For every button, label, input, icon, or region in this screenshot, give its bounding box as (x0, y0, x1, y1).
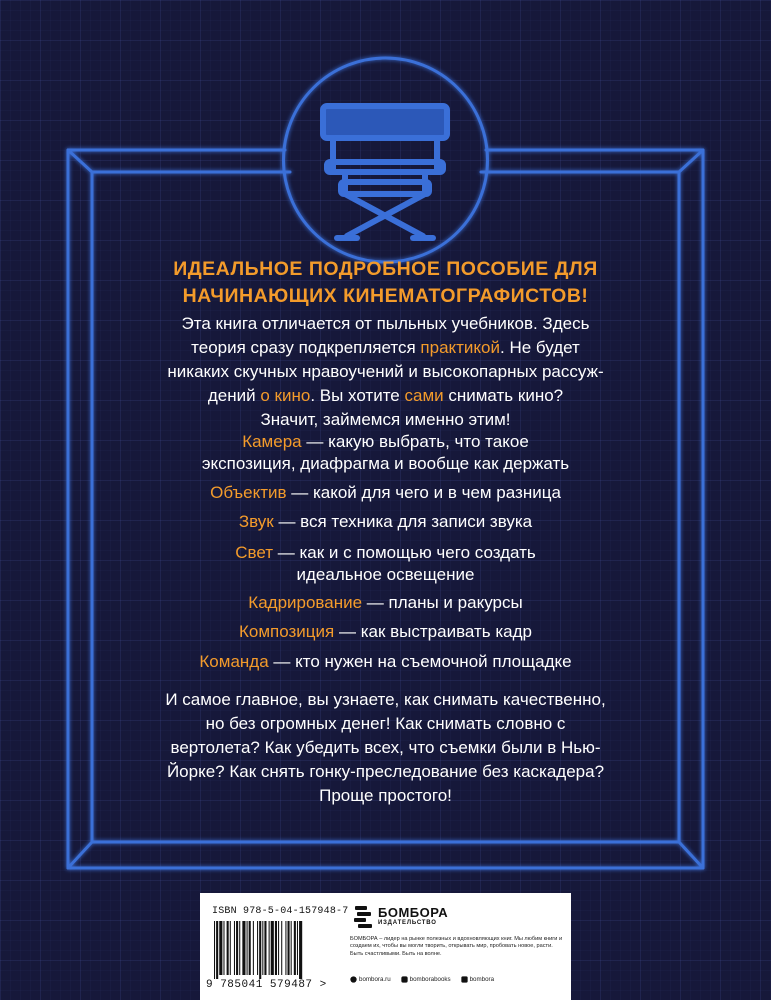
topic-framing (60, 592, 711, 614)
intro-line-4 (60, 384, 711, 408)
publisher-description: БОМБОРА – лидер на рынке полезных и вдохновляющих книг. Мы любим книги и создаем их, чтобы вы могли творить, открывать мир, пробовать новое, расти. Быть счастливыми. Быть на волне. (350, 936, 563, 957)
intro-text: . Не будет (500, 338, 580, 357)
topic-term: Свет (235, 543, 273, 562)
globe-icon (350, 976, 357, 983)
barcode-digits: 9 785041 579487 > (206, 979, 327, 991)
publisher-links (350, 976, 565, 983)
publisher-logo (352, 904, 462, 930)
intro-text: дений (207, 386, 261, 405)
barcode-bar (247, 921, 248, 975)
topic-desc-cont: экспозиция, диафрагма и вообще как держать (201, 454, 570, 473)
topic-term: Камера (242, 432, 302, 451)
instagram-icon (401, 976, 408, 983)
publisher-subtitle: ИЗДАТЕЛЬСТВО (378, 920, 437, 926)
topic-desc: — как и с помощью чего создать (273, 543, 536, 562)
director-chair-icon (285, 58, 485, 258)
barcode-bar (230, 921, 231, 975)
intro-line-5: Значит, займемся именно этим! (260, 410, 511, 429)
headline-line-1: ИДЕАЛЬНОЕ ПОДРОБНОЕ ПОСОБИЕ ДЛЯ (173, 258, 598, 280)
topic-term: Объектив (210, 483, 287, 502)
barcode-bar (269, 921, 270, 975)
topic-lens (60, 482, 711, 504)
topic-term: Кадрирование (248, 593, 363, 612)
link-instagram-label: bomborabooks (409, 976, 451, 983)
topic-composition (60, 621, 711, 643)
barcode-bar (257, 921, 258, 975)
intro-line-3: никаких скучных нравоучений и высокопарных рассуж- (167, 362, 604, 381)
outro-line-5: Проще простого! (319, 786, 452, 805)
barcode-bar (288, 921, 290, 975)
intro-text: снимать кино? (443, 386, 564, 405)
barcode-bar (223, 921, 224, 975)
barcode-bar (297, 921, 298, 975)
publisher-name: БОМБОРА (378, 905, 449, 920)
intro-text: теория сразу подкрепляется (191, 338, 421, 357)
vk-icon (461, 976, 468, 983)
intro-text: . Вы хотите (310, 386, 405, 405)
topic-desc: — вся техника для записи звука (273, 512, 533, 531)
topic-term: Команда (199, 652, 269, 671)
intro-line-1: Эта книга отличается от пыльных учебников. Здесь (181, 314, 590, 333)
topic-term: Композиция (239, 622, 335, 641)
publisher-logo-icon (352, 904, 374, 930)
barcode-bar (294, 921, 296, 975)
barcode-bar (227, 921, 229, 975)
headline (60, 256, 711, 310)
highlight-practice: практикой (420, 338, 501, 357)
barcode-bar (249, 921, 251, 975)
topic-desc: — какую выбрать, что такое (301, 432, 529, 451)
outro-line-3: вертолета? Как убедить всех, что съемки были в Нью- (170, 738, 601, 757)
barcode-bar (239, 921, 240, 975)
barcode-bar (259, 921, 261, 979)
outro-line-1: И самое главное, вы узнаете, как снимать качественно, (165, 690, 606, 709)
barcode-bar (291, 921, 292, 975)
barcode-bar (264, 921, 266, 975)
topic-camera (60, 431, 711, 475)
topic-team (60, 651, 711, 673)
topic-light (60, 542, 711, 586)
barcode-bar (216, 921, 218, 979)
outro-line-2: но без огромных денег! Как снимать словно с (205, 714, 566, 733)
outro-paragraph (60, 688, 711, 808)
topic-desc: — кто нужен на съемочной площадке (268, 652, 572, 671)
topic-sound (60, 511, 711, 533)
link-website[interactable] (350, 976, 391, 983)
topic-desc-cont: идеальное освещение (296, 565, 475, 584)
barcode-bar (285, 921, 286, 975)
link-vk-label: bombora (469, 976, 495, 983)
intro-paragraph (60, 312, 711, 432)
barcode-bar (271, 921, 274, 975)
barcode-bar (275, 921, 277, 975)
intro-line-2 (60, 336, 711, 360)
highlight-yourself: сами (404, 386, 444, 405)
link-vk[interactable] (461, 976, 494, 983)
barcode-bar (253, 921, 254, 975)
barcode-bar (262, 921, 263, 975)
link-website-label: bombora.ru (359, 976, 391, 983)
barcode (212, 921, 340, 979)
barcode-bar (234, 921, 235, 975)
barcode-bar (242, 921, 245, 975)
outro-line-4: Йорке? Как снять гонку-преследование без каскадера? (166, 762, 605, 781)
barcode-bar (281, 921, 282, 975)
headline-line-2: НАЧИНАЮЩИХ КИНЕМАТОГРАФИСТОВ! (182, 285, 589, 307)
isbn-text: ISBN 978-5-04-157948-7 (212, 906, 349, 917)
barcode-bar (219, 921, 222, 975)
highlight-about-cinema: о кино (260, 386, 311, 405)
topic-desc: — какой для чего и в чем разница (286, 483, 561, 502)
barcode-bar (299, 921, 302, 979)
topic-desc: — планы и ракурсы (362, 593, 523, 612)
barcode-panel (200, 893, 571, 1000)
topic-term: Звук (238, 512, 274, 531)
barcode-bar (214, 921, 215, 979)
barcode-bar (236, 921, 238, 975)
barcode-bar (278, 921, 279, 975)
topic-desc: — как выстраивать кадр (334, 622, 532, 641)
link-instagram[interactable] (401, 976, 451, 983)
